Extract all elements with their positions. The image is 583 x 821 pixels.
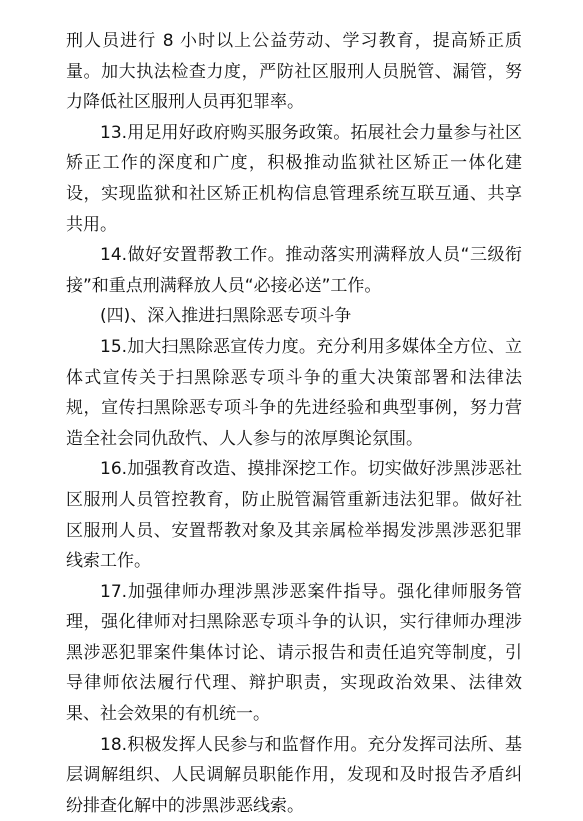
paragraph-item-17: 17.加强律师办理涉黑涉恶案件指导。强化律师服务管理，强化律师对扫黑除恶专项斗争的认识，实行律师办理涉黑涉恶犯罪案件集体讨论、请示报告和责任追究等制度，引导律师依法履行代理、辩护职责，实现政治效果、法律效果、社会效果的有机统一。 xyxy=(66,581,522,725)
paragraph-item-15: 15.加大扫黑除恶宣传力度。充分利用多媒体全方位、立体式宣传关于扫黑除恶专项斗争的重大决策部署和法律法规，宣传扫黑除恶专项斗争的先进经验和典型事例，努力营造全社会同仇敌忾、人人参与的浓厚舆论氛围。 xyxy=(66,336,522,449)
paragraph-item-16: 16.加强教育改造、摸排深挖工作。切实做好涉黑涉恶社区服刑人员管控教育，防止脱管漏管重新违法犯罪。做好社区服刑人员、安置帮教对象及其亲属检举揭发涉黑涉恶犯罪线索工作。 xyxy=(66,459,522,572)
section-heading-4: (四)、深入推进扫黑除恶专项斗争 xyxy=(100,306,352,327)
paragraph-item-13: 13.用足用好政府购买服务政策。拓展社会力量参与社区矫正工作的深度和广度，积极推动监狱社区矫正一体化建设，实现监狱和社区矫正机构信息管理系统互联互通、共享共用。 xyxy=(66,122,522,235)
paragraph-continued: 刑人员进行 8 小时以上公益劳动、学习教育，提高矫正质量。加大执法检查力度，严防社区服刑人员脱管、漏管，努力降低社区服刑人员再犯罪率。 xyxy=(66,31,522,113)
document-page xyxy=(66,26,522,821)
paragraph-item-18: 18.积极发挥人民参与和监督作用。充分发挥司法所、基层调解组织、人民调解员职能作用，发现和及时报告矛盾纠纷排查化解中的涉黑涉恶线索。 xyxy=(66,734,522,816)
paragraph-item-14: 14.做好安置帮教工作。推动落实刑满释放人员“三级衔接”和重点刑满释放人员“必接必送”工作。 xyxy=(66,245,522,296)
